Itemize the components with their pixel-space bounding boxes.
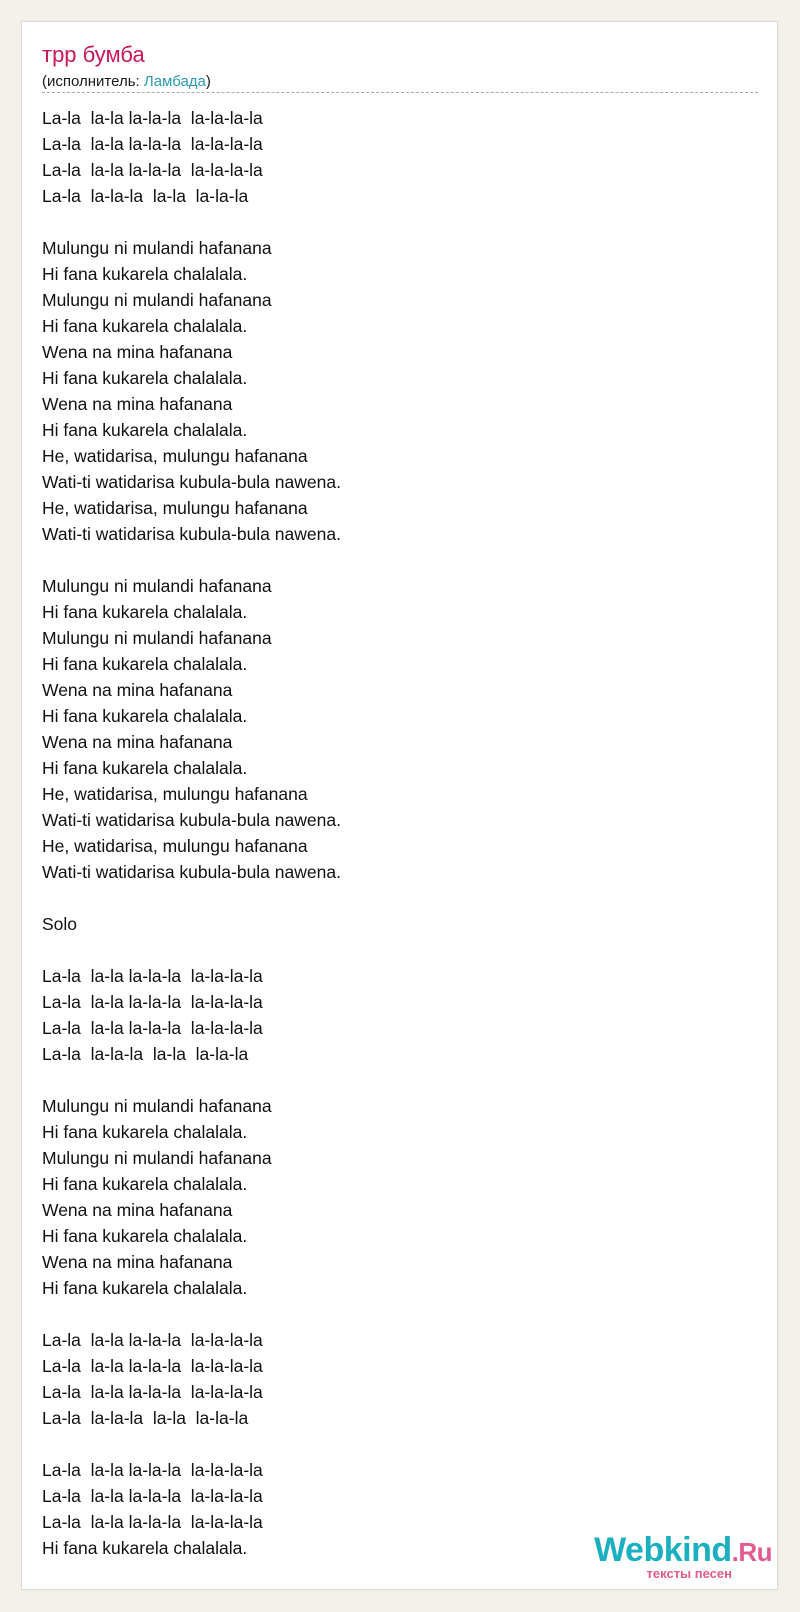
lyric-line: He, watidarisa, mulungu hafanana: [42, 498, 308, 518]
lyric-line: Hi fana kukarela chalalala.: [42, 1226, 248, 1246]
artist-link[interactable]: Ламбада: [143, 73, 206, 90]
lyric-line: La-la la-la la-la-la la-la-la-la: [42, 1356, 263, 1376]
lyric-line: Mulungu ni mulandi hafanana: [42, 628, 272, 648]
lyric-line: La-la la-la la-la-la la-la-la-la: [42, 108, 263, 128]
lyric-line: Hi fana kukarela chalalala.: [42, 316, 248, 336]
lyric-blank-line: [42, 885, 742, 911]
lyric-line: La-la la-la la-la-la la-la-la-la: [42, 1512, 263, 1532]
lyric-line: Hi fana kukarela chalalala.: [42, 1174, 248, 1194]
lyric-blank-line: [42, 1431, 742, 1457]
lyric-line: Wena na mina hafanana: [42, 342, 233, 362]
lyric-line: Hi fana kukarela chalalala.: [42, 602, 248, 622]
lyric-blank-line: [42, 937, 742, 963]
lyric-line: Wena na mina hafanana: [42, 394, 233, 414]
artist-suffix: ): [205, 73, 211, 90]
lyric-line: La-la la-la la-la-la la-la-la-la: [42, 992, 263, 1012]
lyric-line: Hi fana kukarela chalalala.: [42, 654, 248, 674]
lyric-line: La-la la-la la-la-la la-la-la-la: [42, 1486, 263, 1506]
lyric-line: He, watidarisa, mulungu hafanana: [42, 446, 308, 466]
watermark-brand: Webkind: [594, 1531, 732, 1569]
lyric-line: Hi fana kukarela chalalala.: [42, 1122, 248, 1142]
title-divider: [42, 92, 758, 93]
lyric-line: Wena na mina hafanana: [42, 732, 233, 752]
lyric-line: Solo: [42, 914, 78, 934]
song-title: трр бумба: [42, 42, 145, 67]
lyric-line: Wati-ti watidarisa kubula-bula nawena.: [42, 524, 341, 544]
lyric-blank-line: [42, 1301, 742, 1327]
lyric-line: Mulungu ni mulandi hafanana: [42, 238, 272, 258]
lyric-line: La-la la-la-la la-la la-la-la: [42, 186, 249, 206]
lyric-line: Wena na mina hafanana: [42, 680, 233, 700]
lyric-line: Hi fana kukarela chalalala.: [42, 1538, 248, 1558]
lyric-blank-line: [42, 209, 742, 235]
lyric-line: La-la la-la la-la-la la-la-la-la: [42, 1330, 263, 1350]
lyric-line: Wati-ti watidarisa kubula-bula nawena.: [42, 472, 341, 492]
lyric-line: Mulungu ni mulandi hafanana: [42, 576, 272, 596]
lyric-line: Mulungu ni mulandi hafanana: [42, 1096, 272, 1116]
lyric-line: Hi fana kukarela chalalala.: [42, 758, 248, 778]
lyric-line: Hi fana kukarela chalalala.: [42, 1278, 248, 1298]
lyric-line: He, watidarisa, mulungu hafanana: [42, 784, 308, 804]
artist-prefix: (исполнитель:: [42, 73, 144, 90]
artist-line: [42, 72, 211, 92]
lyric-line: La-la la-la la-la-la la-la-la-la: [42, 160, 263, 180]
lyric-line: Hi fana kukarela chalalala.: [42, 420, 248, 440]
lyric-line: Wati-ti watidarisa kubula-bula nawena.: [42, 862, 341, 882]
lyric-line: La-la la-la-la la-la la-la-la: [42, 1408, 249, 1428]
lyric-line: Hi fana kukarela chalalala.: [42, 706, 248, 726]
lyric-blank-line: [42, 1067, 742, 1093]
lyric-line: Hi fana kukarela chalalala.: [42, 368, 248, 388]
lyric-line: La-la la-la la-la-la la-la-la-la: [42, 1018, 263, 1038]
lyric-line: La-la la-la la-la-la la-la-la-la: [42, 966, 263, 986]
lyric-line: Mulungu ni mulandi hafanana: [42, 1148, 272, 1168]
lyric-line: He, watidarisa, mulungu hafanana: [42, 836, 308, 856]
lyric-line: La-la la-la-la la-la la-la-la: [42, 1044, 249, 1064]
lyric-line: Mulungu ni mulandi hafanana: [42, 290, 272, 310]
lyric-line: La-la la-la la-la-la la-la-la-la: [42, 1460, 263, 1480]
lyric-line: Wati-ti watidarisa kubula-bula nawena.: [42, 810, 341, 830]
lyric-line: Wena na mina hafanana: [42, 1200, 233, 1220]
watermark-tagline: тексты песен: [646, 1566, 732, 1581]
lyric-line: La-la la-la la-la-la la-la-la-la: [42, 134, 263, 154]
lyric-blank-line: [42, 547, 742, 573]
lyric-line: La-la la-la la-la-la la-la-la-la: [42, 1382, 263, 1402]
lyrics-body: [42, 105, 742, 1561]
lyric-line: Hi fana kukarela chalalala.: [42, 264, 248, 284]
lyric-line: Wena na mina hafanana: [42, 1252, 233, 1272]
webkind-watermark: [552, 1530, 772, 1586]
watermark-tld: .Ru: [731, 1537, 772, 1567]
